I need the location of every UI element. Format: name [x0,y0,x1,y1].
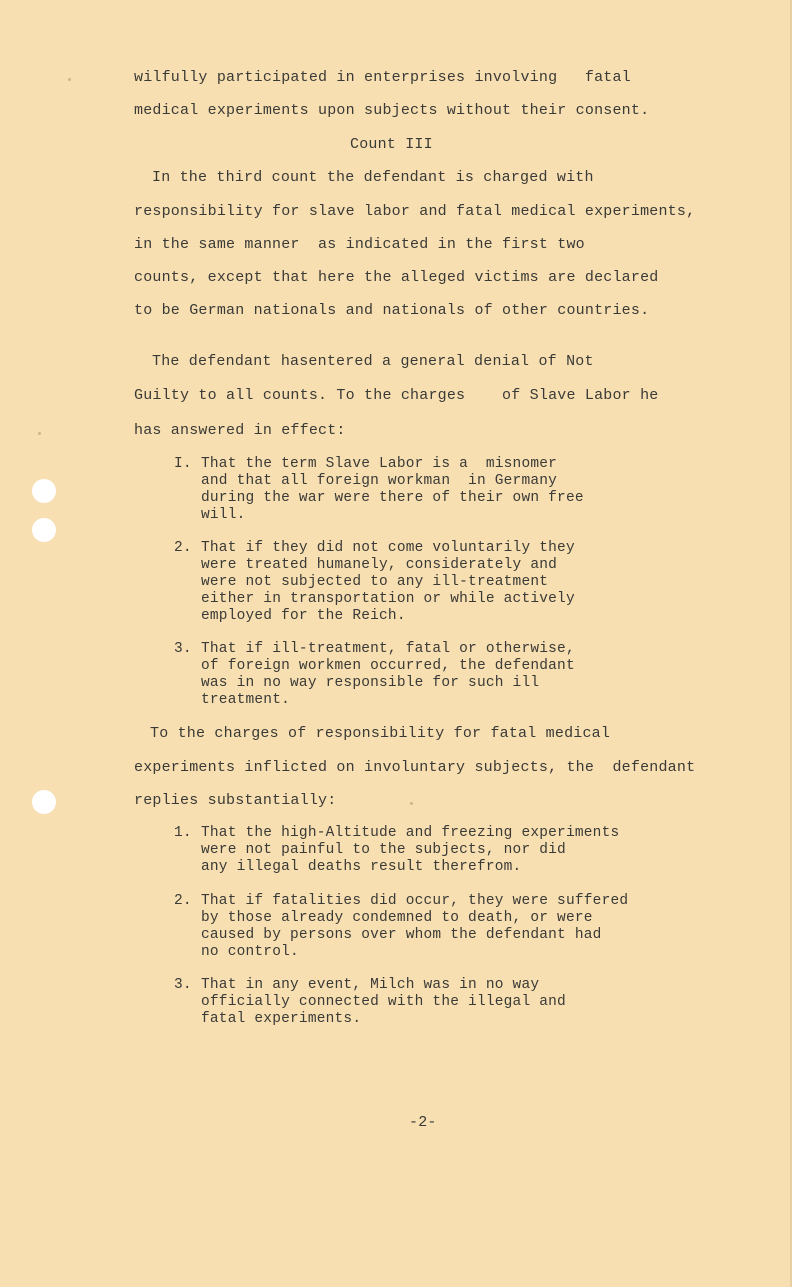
list-item-line: any illegal deaths result therefrom. [201,859,522,875]
list-item-line: employed for the Reich. [201,608,406,624]
list-item-line: That the term Slave Labor is a misnomer [201,456,558,472]
body-line: medical experiments upon subjects without their consent. [134,102,650,119]
punch-hole-top [32,479,56,503]
list-item-line: no control. [201,944,299,960]
list-item-line: either in transportation or while actively [201,591,575,607]
punch-hole-middle [32,518,56,542]
list-item-line: and that all foreign workman in Germany [201,473,558,489]
list-item-line: were treated humanely, considerately and [201,557,558,573]
list-item-number: 1. [174,825,192,841]
list-item-line: caused by persons over whom the defendant had [201,927,602,943]
body-line: has answered in effect: [134,422,346,439]
list-item-line: of foreign workmen occurred, the defendant [201,658,575,674]
body-line: to be German nationals and nationals of other countries. [134,302,650,319]
paper-speck [68,78,71,81]
list-item-line: That in any event, Milch was in no way [201,977,540,993]
list-item-line: treatment. [201,692,291,708]
body-line: In the third count the defendant is charged with [152,169,594,186]
list-item-line: were not painful to the subjects, nor did [201,842,566,858]
list-item-number: 3. [174,641,192,657]
list-item-line: fatal experiments. [201,1011,362,1027]
list-item-number: 3. [174,977,192,993]
count-heading: Count III [350,136,433,153]
body-line: experiments inflicted on involuntary subjects, the defendant [134,759,696,776]
list-item-line: officially connected with the illegal and [201,994,566,1010]
list-item-line: will. [201,507,246,523]
list-item-line: That if fatalities did occur, they were suffered [201,893,629,909]
body-line: in the same manner as indicated in the first two [134,236,585,253]
body-line: wilfully participated in enterprises involving fatal [134,69,631,86]
list-item-line: That if they did not come voluntarily they [201,540,575,556]
body-line: responsibility for slave labor and fatal medical experiments, [134,203,696,220]
page-number: -2- [409,1114,437,1131]
list-item-line: That if ill-treatment, fatal or otherwise, [201,641,575,657]
paper-speck [410,802,413,805]
body-line: counts, except that here the alleged victims are declared [134,269,659,286]
body-line: To the charges of responsibility for fatal medical [150,725,611,742]
list-item-line: were not subjected to any ill-treatment [201,574,549,590]
list-item-number: 2. [174,893,192,909]
list-item-number: I. [174,456,192,472]
punch-hole-bottom [32,790,56,814]
body-line: The defendant hasentered a general denial of Not [152,353,594,370]
list-item-line: was in no way responsible for such ill [201,675,540,691]
paper-speck [38,432,41,435]
list-item-number: 2. [174,540,192,556]
list-item-line: by those already condemned to death, or were [201,910,593,926]
body-line: Guilty to all counts. To the charges of Slave Labor he [134,387,659,404]
body-line: replies substantially: [134,792,337,809]
list-item-line: That the high-Altitude and freezing experiments [201,825,620,841]
list-item-line: during the war were there of their own free [201,490,584,506]
